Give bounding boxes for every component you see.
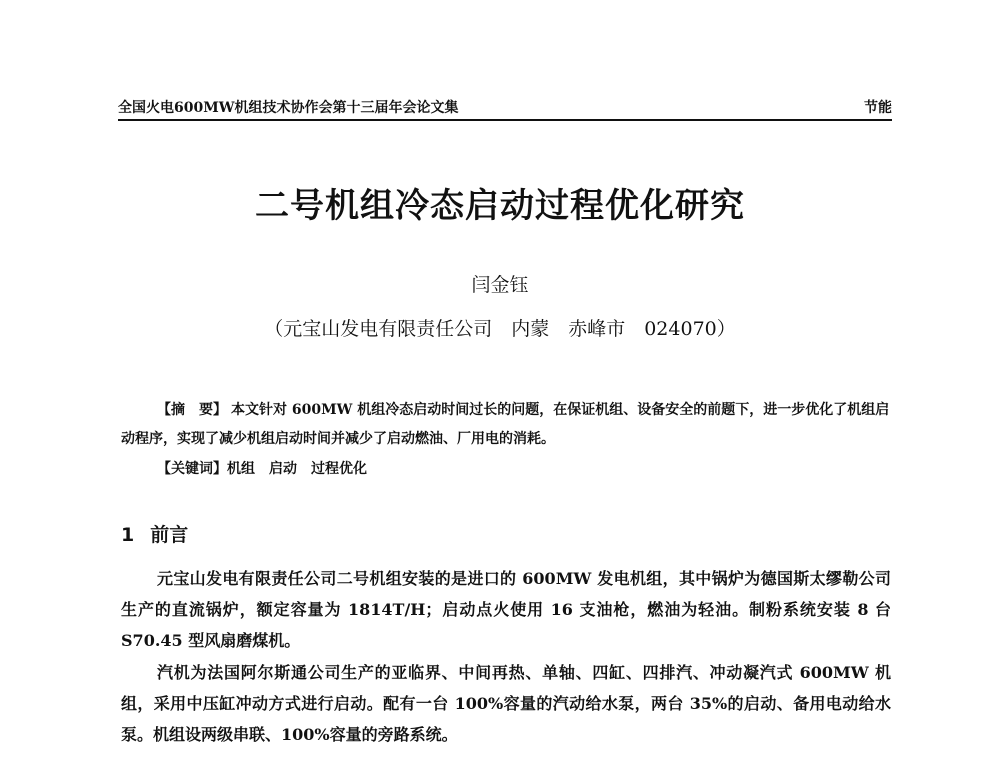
proceedings-title: 全国火电600MW机组技术协作会第十三届年会论文集 xyxy=(118,100,459,116)
running-header xyxy=(118,97,892,121)
author-name: 闫金钰 xyxy=(471,274,529,296)
abstract-label: 【摘 要】 xyxy=(157,402,227,418)
keywords xyxy=(157,458,891,478)
body-paragraph: 汽机为法国阿尔斯通公司生产的亚临界、中间再热、单轴、四缸、四排汽、冲动凝汽式 600MW 机组，采用中压缸冲动方式进行启动。配有一台 100%容量的汽动给水泵，两台 35%的启动、备用电动给水泵。机组设两级串联、100%容量的旁路系统。 xyxy=(121,663,891,744)
section-number: 1 xyxy=(121,524,135,546)
section-category: 节能 xyxy=(864,100,892,116)
abstract xyxy=(121,396,891,454)
paper-title: 二号机组冷态启动过程优化研究 xyxy=(255,186,745,226)
keywords-label: 【关键词】 xyxy=(157,461,227,477)
section-heading xyxy=(121,520,188,547)
keywords-text: 机组 启动 过程优化 xyxy=(227,461,367,477)
abstract-text: 本文针对 600MW 机组冷态启动时间过长的问题，在保证机组、设备安全的前题下，进一步优化了机组启动程序，实现了减少机组启动时间并减少了启动燃油、厂用电的消耗。 xyxy=(121,402,890,447)
section-title: 前言 xyxy=(150,524,189,546)
body-paragraph: 元宝山发电有限责任公司二号机组安装的是进口的 600MW 发电机组，其中锅炉为德国斯太缪勒公司生产的直流锅炉，额定容量为 1814T/H；启动点火使用 16 支油枪，燃油为轻油。制粉系统安装 8 台 S70.45 型风扇磨煤机。 xyxy=(121,569,891,650)
author-affiliation: （元宝山发电有限责任公司 内蒙 赤峰市 024070） xyxy=(264,318,736,340)
